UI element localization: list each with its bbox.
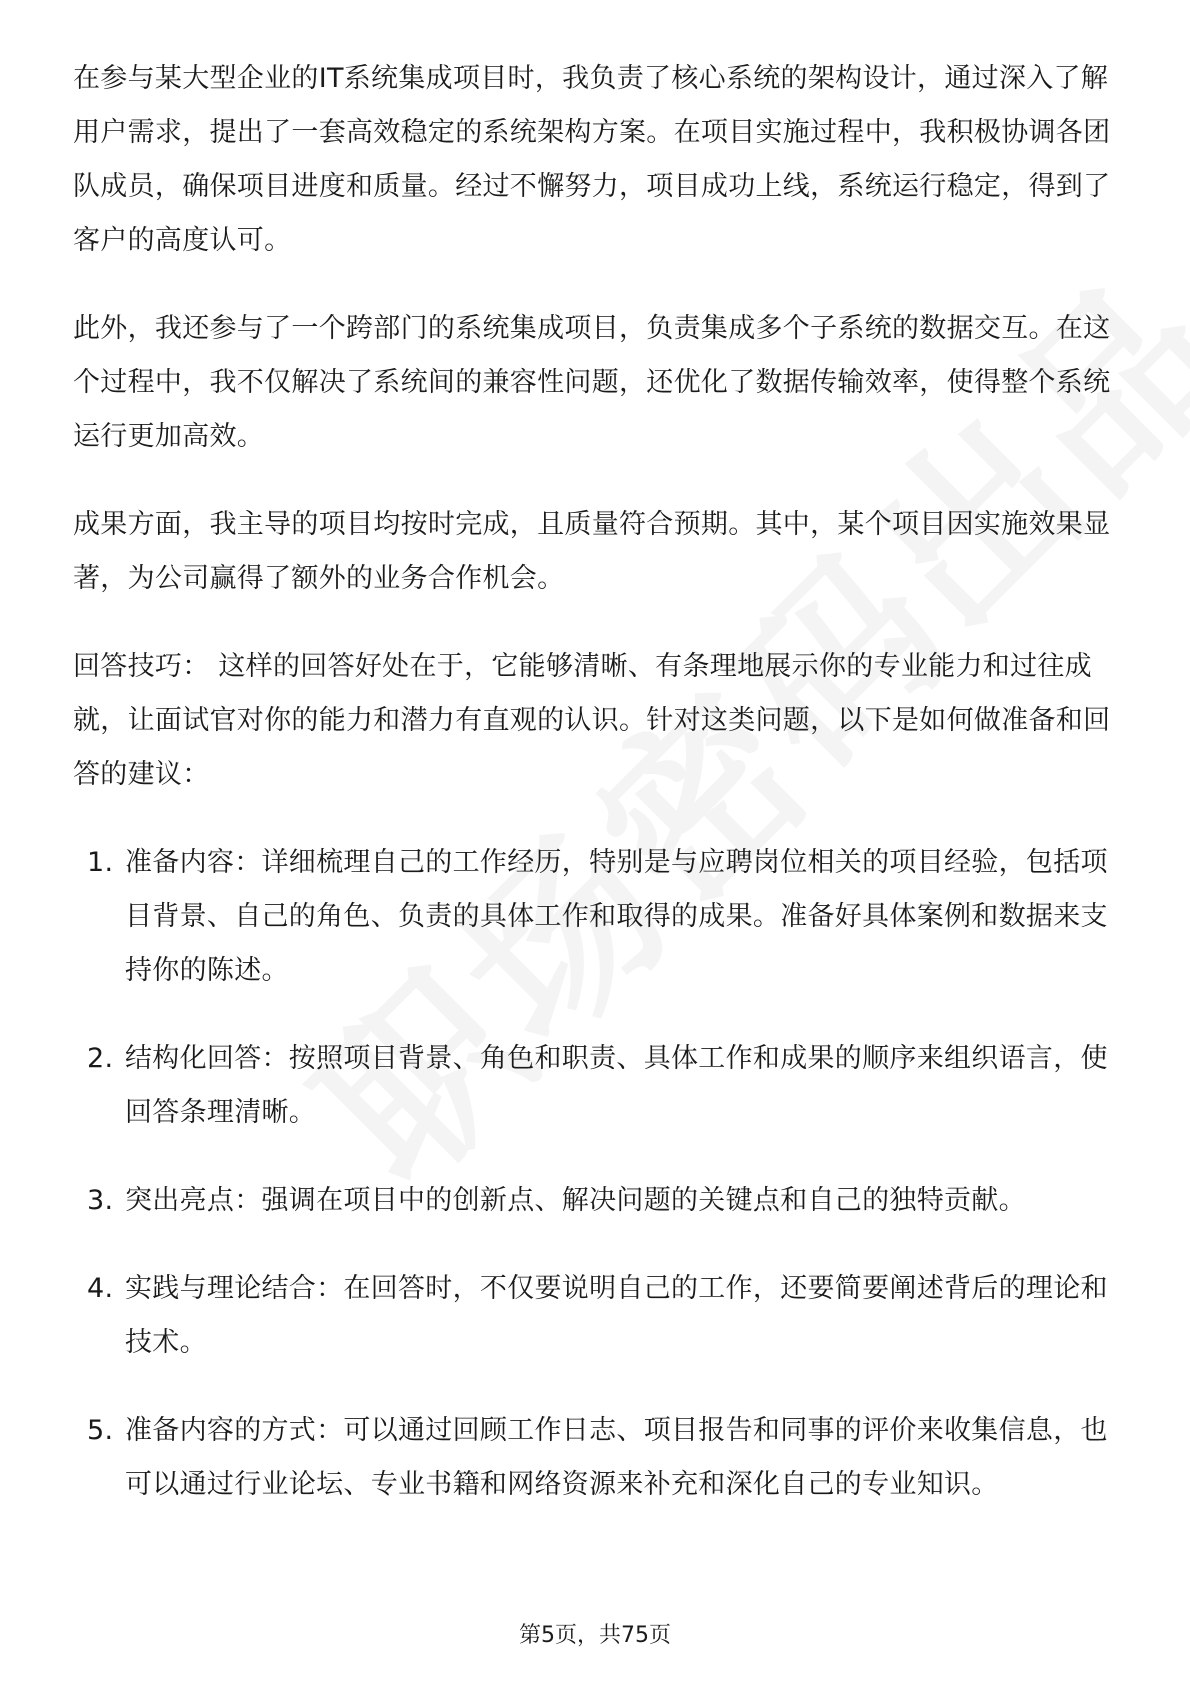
document-page [73, 52, 1123, 1546]
list-item-number: 2. [87, 1043, 114, 1074]
paragraph-answer-tips: 回答技巧： 这样的回答好处在于，它能够清晰、有条理地展示你的专业能力和过往成就，让面试官对你的能力和潜力有直观的认识。针对这类问题，以下是如何做准备和回答的建议： [73, 651, 1111, 790]
list-item [73, 1174, 1123, 1228]
list-item-number: 5. [87, 1415, 114, 1446]
list-item-number: 4. [87, 1273, 114, 1304]
paragraph-cross-department: 此外，我还参与了一个跨部门的系统集成项目，负责集成多个子系统的数据交互。在这个过程中，我不仅解决了系统间的兼容性问题，还优化了数据传输效率，使得整个系统运行更加高效。 [73, 313, 1111, 452]
page-footer: 第5页，共75页 [519, 1623, 671, 1648]
list-item-text: 准备内容的方式：可以通过回顾工作日志、项目报告和同事的评价来收集信息，也可以通过行业论坛、专业书籍和网络资源来补充和深化自己的专业知识。 [125, 1415, 1108, 1500]
list-item-text: 实践与理论结合：在回答时，不仅要说明自己的工作，还要简要阐述背后的理论和技术。 [125, 1273, 1108, 1358]
paragraph-results: 成果方面，我主导的项目均按时完成，且质量符合预期。其中，某个项目因实施效果显著，为公司赢得了额外的业务合作机会。 [73, 509, 1111, 594]
list-item [73, 836, 1123, 998]
list-item [73, 1032, 1123, 1140]
list-item-number: 3. [87, 1185, 114, 1216]
list-item-text: 准备内容：详细梳理自己的工作经历，特别是与应聘岗位相关的项目经验，包括项目背景、自己的角色、负责的具体工作和取得的成果。准备好具体案例和数据来支持你的陈述。 [125, 847, 1108, 986]
paragraph-project-experience: 在参与某大型企业的IT系统集成项目时，我负责了核心系统的架构设计，通过深入了解用户需求，提出了一套高效稳定的系统架构方案。在项目实施过程中，我积极协调各团队成员，确保项目进度和质量。经过不懈努力，项目成功上线，系统运行稳定，得到了客户的高度认可。 [73, 63, 1111, 256]
list-item [73, 1262, 1123, 1370]
list-item-text: 突出亮点：强调在项目中的创新点、解决问题的关键点和自己的独特贡献。 [125, 1185, 1026, 1216]
list-item [73, 1404, 1123, 1512]
list-item-text: 结构化回答：按照项目背景、角色和职责、具体工作和成果的顺序来组织语言，使回答条理清晰。 [125, 1043, 1108, 1128]
list-item-number: 1. [87, 847, 114, 878]
tips-list [73, 836, 1123, 1512]
